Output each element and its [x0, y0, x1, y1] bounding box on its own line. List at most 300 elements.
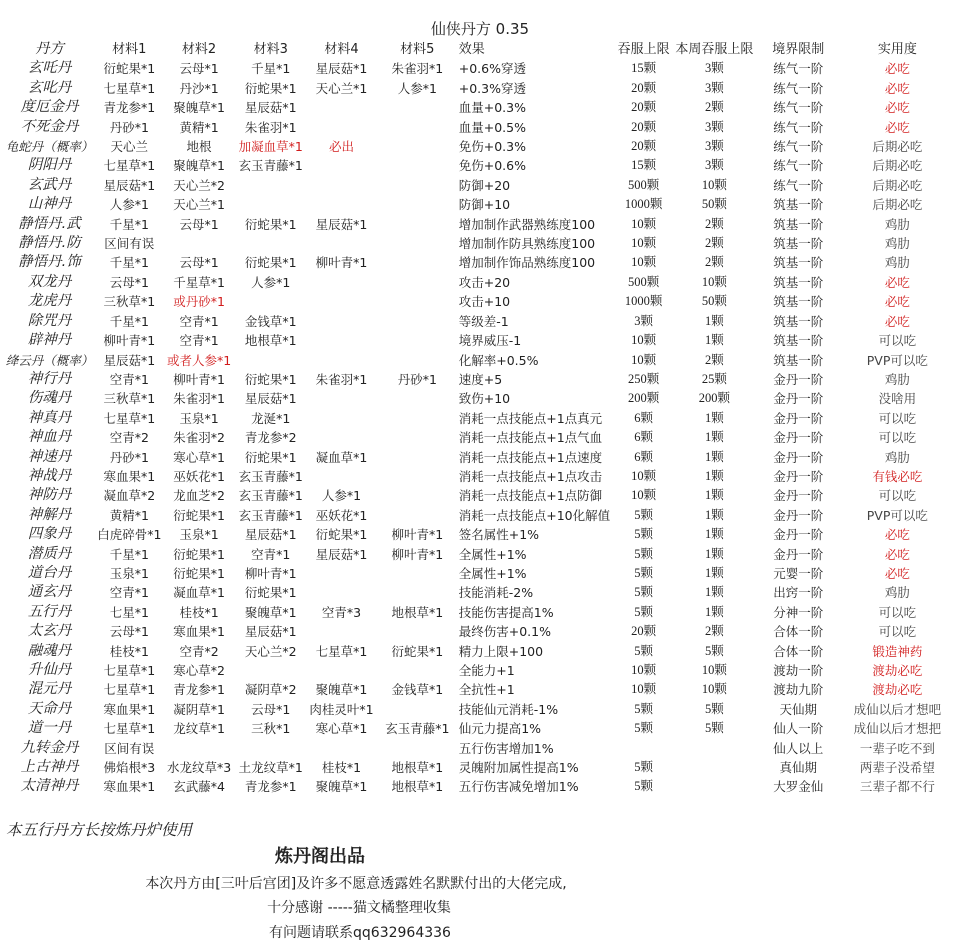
- material-2: 空青*2: [179, 643, 219, 659]
- weekly-dose: 25颗: [701, 371, 727, 386]
- material-4: 肉桂灵叶*1: [309, 701, 374, 717]
- material-2: 青龙参*1: [173, 682, 225, 698]
- usefulness: 成仙以后才想吧: [853, 701, 942, 717]
- material-5: [376, 156, 459, 175]
- weekly-dose: 2颗: [705, 216, 724, 231]
- material-5: 人参*1: [397, 80, 437, 96]
- realm-limit: 金丹一阶: [773, 507, 824, 523]
- weekly-dose: 1颗: [705, 507, 724, 522]
- weekly-dose: 5颗: [705, 643, 724, 658]
- usefulness: 必吃: [884, 313, 910, 329]
- effect: 消耗一点技能点+1点真元: [458, 410, 603, 426]
- effect: 血量+0.3%: [458, 100, 526, 116]
- table-header-row: [4, 40, 956, 59]
- effect: 速度+5: [458, 371, 503, 387]
- material-5: [376, 506, 459, 525]
- material-4: 聚魄草*1: [315, 779, 368, 795]
- realm-limit: 金丹一阶: [773, 430, 824, 446]
- material-4: 空青*3: [321, 604, 362, 620]
- realm-limit: 金丹一阶: [773, 546, 824, 562]
- material-3: 天心兰*2: [244, 643, 297, 659]
- material-5: 地根草*1: [391, 760, 444, 776]
- effect: 增加制作防具熟练度100: [458, 236, 596, 252]
- effect: 技能仙元消耗-1%: [458, 701, 559, 717]
- material-5: 地根草*1: [391, 779, 444, 795]
- weekly-dose: 1颗: [705, 527, 724, 542]
- effect: 境界威压-1: [458, 333, 522, 349]
- header-material-4: 材料4: [324, 42, 359, 57]
- max-dose: 5颗: [634, 527, 654, 542]
- realm-limit: 练气一阶: [773, 61, 824, 77]
- realm-limit: 仙人一阶: [773, 721, 824, 737]
- dan-name: 太清神丹: [20, 778, 79, 795]
- material-2: 寒心草*2: [173, 663, 225, 678]
- max-dose: 10颗: [631, 255, 657, 270]
- material-1: 云母*1: [109, 624, 149, 640]
- dan-name: 静悟丹.防: [18, 235, 81, 252]
- usefulness: 必吃: [884, 565, 910, 581]
- material-1: 千星*1: [109, 313, 149, 329]
- material-3: 云母*1: [251, 701, 291, 717]
- realm-limit: 分神一阶: [773, 604, 824, 620]
- material-2: 天心兰*1: [173, 197, 225, 213]
- table-row: [4, 273, 956, 292]
- table-row: [4, 331, 956, 350]
- material-3: 柳叶青*1: [244, 565, 297, 581]
- material-1: 千星*1: [109, 546, 149, 562]
- table-row: [4, 176, 956, 195]
- weekly-dose: 10颗: [701, 682, 727, 697]
- material-3: 三秋*1: [251, 721, 291, 737]
- realm-limit: 渡劫九阶: [773, 682, 824, 698]
- material-1: 七星草*1: [103, 80, 156, 96]
- max-dose: 5颗: [634, 760, 654, 775]
- table-row: [4, 215, 956, 234]
- material-4: [307, 428, 376, 447]
- weekly-dose: 1颗: [705, 565, 724, 580]
- header-material-5: 材料5: [400, 42, 435, 57]
- usefulness: 必吃: [884, 274, 910, 290]
- material-2: 衍蛇果*1: [173, 565, 225, 581]
- material-2: 天心兰*2: [173, 177, 225, 193]
- dan-name: 玄吒丹: [27, 60, 72, 77]
- material-1: 空青*1: [109, 585, 149, 601]
- header-material-3: 材料3: [253, 42, 288, 57]
- dan-name: 辟神丹: [27, 332, 72, 349]
- realm-limit: 金丹一阶: [773, 449, 824, 465]
- weekly-dose: 2颗: [705, 624, 724, 639]
- material-2: 柳叶青*1: [173, 371, 225, 387]
- table-row: [4, 680, 956, 699]
- material-1: 空青*2: [109, 430, 149, 446]
- material-4: 天心兰*1: [315, 80, 368, 96]
- effect: 血量+0.5%: [458, 119, 526, 135]
- weekly-dose: 1颗: [705, 313, 724, 328]
- max-dose: 5颗: [634, 565, 654, 580]
- material-1: 七星草*1: [103, 410, 156, 426]
- usefulness: 鸡肋: [884, 449, 910, 465]
- material-5: [376, 661, 459, 680]
- dan-name: 不死金丹: [20, 118, 79, 135]
- material-4: 星辰菇*1: [315, 216, 368, 232]
- table-row: [4, 622, 956, 641]
- material-1: 天心兰: [110, 139, 149, 155]
- max-dose: 10颗: [631, 352, 657, 367]
- material-1: 衍蛇果*1: [103, 61, 156, 77]
- dan-name: 道台丹: [27, 564, 72, 581]
- max-dose: 250颗: [628, 371, 660, 386]
- max-dose: 20颗: [631, 139, 657, 154]
- effect: 仙元力提高1%: [458, 721, 542, 737]
- realm-limit: 仙人以上: [773, 740, 824, 756]
- max-dose: 1000颗: [624, 294, 663, 309]
- material-4: [307, 351, 376, 370]
- material-4: 朱雀羽*1: [315, 371, 368, 387]
- material-3: 衍蛇果*1: [244, 255, 297, 271]
- usefulness: 可以吃: [878, 604, 917, 620]
- material-2: 玉泉*1: [179, 527, 219, 543]
- weekly-dose: 1颗: [705, 604, 724, 619]
- material-1: 青龙参*1: [103, 100, 156, 116]
- realm-limit: 出窍一阶: [773, 585, 824, 601]
- material-2: 凝血草*1: [173, 585, 225, 601]
- material-2: 空青*1: [179, 313, 219, 329]
- max-dose: 5颗: [634, 604, 654, 619]
- material-4: 星辰菇*1: [315, 61, 368, 77]
- table-row: [4, 234, 956, 253]
- material-4: [307, 312, 376, 331]
- usefulness: 后期必吃: [872, 177, 923, 193]
- table-row: [4, 603, 956, 622]
- weekly-dose: 10颗: [701, 663, 727, 677]
- material-5: [376, 234, 459, 253]
- material-2: 龙纹草*1: [173, 721, 225, 737]
- effect: +0.6%穿透: [458, 61, 526, 77]
- material-3: 星辰菇*1: [244, 624, 297, 640]
- usefulness: 鸡肋: [884, 216, 910, 232]
- table-row: [4, 719, 956, 738]
- effect: 防御+10: [458, 197, 511, 213]
- material-3: [234, 234, 307, 253]
- material-3: 加凝血草*1: [238, 139, 303, 155]
- usefulness: 两辈子没希望: [859, 760, 935, 776]
- material-1: 丹砂*1: [109, 119, 149, 135]
- weekly-dose: 1颗: [705, 333, 724, 348]
- effect: 免伤+0.3%: [458, 139, 526, 155]
- material-1: 佛焰根*3: [103, 760, 156, 776]
- header-max-dose: 吞服上限: [617, 42, 670, 57]
- material-4: [307, 195, 376, 214]
- usefulness: 必吃: [884, 294, 910, 310]
- dan-name: 玄武丹: [27, 176, 72, 193]
- effect: 消耗一点技能点+10化解值: [458, 507, 611, 523]
- max-dose: 10颗: [631, 468, 657, 483]
- table-row: [4, 642, 956, 661]
- material-1: 桂枝*1: [109, 643, 149, 659]
- material-4: [307, 583, 376, 602]
- max-dose: 20颗: [631, 100, 657, 115]
- material-2: 地根: [186, 139, 212, 155]
- usefulness: 一辈子吃不到: [859, 740, 935, 756]
- usefulness: 可以吃: [878, 624, 917, 640]
- realm-limit: 渡劫一阶: [773, 663, 824, 678]
- material-2: 丹沙*1: [179, 80, 219, 96]
- dan-name: 静悟丹.武: [18, 215, 81, 232]
- usefulness: 后期必吃: [872, 139, 923, 155]
- effect: 技能消耗-2%: [458, 585, 534, 601]
- weekly-dose: 10颗: [701, 274, 727, 289]
- max-dose: 20颗: [631, 119, 657, 134]
- material-5: [376, 351, 459, 370]
- material-3: 土龙纹草*1: [238, 760, 303, 776]
- material-4: [307, 292, 376, 311]
- max-dose: 10颗: [631, 216, 657, 231]
- material-5: 柳叶青*1: [391, 546, 444, 562]
- weekly-dose: 2颗: [705, 352, 724, 367]
- dan-name: 融魂丹: [27, 642, 72, 659]
- material-2: 水龙纹草*3: [166, 760, 232, 776]
- weekly-dose: 3颗: [705, 158, 724, 173]
- effect: 攻击+10: [458, 294, 511, 310]
- material-1: 人参*1: [109, 197, 149, 213]
- realm-limit: 筑基一阶: [773, 216, 824, 232]
- material-3: 衍蛇果*1: [244, 585, 297, 601]
- material-3: 凝阴草*2: [244, 682, 297, 698]
- material-5: [376, 622, 459, 641]
- realm-limit: 练气一阶: [773, 139, 824, 155]
- table-row: [4, 98, 956, 117]
- material-1: 空青*1: [109, 371, 149, 387]
- realm-limit: 金丹一阶: [773, 371, 824, 387]
- realm-limit: 练气一阶: [773, 100, 824, 116]
- table-row: [4, 739, 956, 758]
- material-5: 金钱草*1: [391, 682, 444, 698]
- dan-name: 静悟丹.饰: [18, 254, 81, 271]
- effect: 灵魄附加属性提高1%: [458, 760, 579, 776]
- material-5: [376, 739, 459, 758]
- max-dose: 6颗: [634, 449, 654, 464]
- material-1: 柳叶青*1: [103, 333, 156, 349]
- weekly-dose: 1颗: [705, 410, 724, 425]
- effect: 消耗一点技能点+1点气血: [458, 430, 603, 446]
- material-2: 聚魄草*1: [173, 158, 225, 174]
- table-row: [4, 486, 956, 505]
- usefulness: 可以吃: [878, 488, 917, 504]
- effect: 精力上限+100: [458, 643, 544, 659]
- realm-limit: 金丹一阶: [773, 488, 824, 504]
- material-4: [307, 118, 376, 137]
- material-4: 聚魄草*1: [315, 682, 368, 698]
- effect: 防御+20: [458, 177, 511, 193]
- material-5: [376, 195, 459, 214]
- material-4: 必出: [329, 139, 355, 155]
- dan-name: 潜质丹: [27, 545, 72, 562]
- usefulness: 三辈子都不行: [859, 779, 935, 795]
- material-3: 青龙参*1: [244, 779, 297, 795]
- weekly-dose: 1颗: [705, 585, 724, 600]
- material-1: 七星*1: [109, 604, 149, 620]
- table-row: [4, 137, 956, 156]
- realm-limit: 金丹一阶: [773, 391, 824, 407]
- effect: 最终伤害+0.1%: [458, 624, 551, 640]
- material-3: 人参*1: [251, 274, 291, 290]
- material-4: [307, 176, 376, 195]
- max-dose: 10颗: [631, 682, 657, 697]
- material-2: 云母*1: [179, 255, 219, 271]
- material-4: 寒心草*1: [315, 721, 368, 737]
- realm-limit: 练气一阶: [773, 80, 824, 96]
- table-row: [4, 351, 956, 370]
- weekly-dose: 1颗: [705, 468, 724, 483]
- material-2: 玉泉*1: [179, 410, 219, 426]
- header-material-1: 材料1: [112, 42, 147, 57]
- material-4: [307, 273, 376, 292]
- material-2: 巫妖花*1: [173, 468, 225, 484]
- max-dose: [616, 739, 671, 758]
- max-dose: 3颗: [634, 313, 654, 328]
- max-dose: 10颗: [631, 663, 657, 677]
- dan-name: 五行丹: [27, 603, 72, 620]
- table-row: [4, 525, 956, 544]
- material-3: 朱雀羽*1: [244, 119, 297, 135]
- header-effect: 效果: [458, 42, 485, 57]
- dan-name: 龙虎丹: [27, 293, 72, 310]
- material-3: 玄玉青藤*1: [238, 507, 303, 523]
- table-row: [4, 448, 956, 467]
- table-row: [4, 312, 956, 331]
- usefulness: 必吃: [884, 80, 910, 96]
- realm-limit: 练气一阶: [773, 119, 824, 135]
- realm-limit: 真仙期: [779, 760, 818, 776]
- material-5: [376, 564, 459, 583]
- material-5: [376, 176, 459, 195]
- usefulness: 成仙以后才想把: [853, 721, 942, 737]
- material-1: 玉泉*1: [109, 565, 149, 581]
- effect: 致伤+10: [458, 391, 511, 407]
- realm-limit: 大罗金仙: [773, 779, 824, 795]
- max-dose: 20颗: [631, 80, 657, 95]
- dan-name: 阴阳丹: [27, 157, 72, 174]
- dan-name: 神行丹: [27, 370, 72, 387]
- effect: 等级差-1: [458, 313, 509, 329]
- material-1: 七星草*1: [103, 663, 156, 678]
- weekly-dose: 1颗: [705, 449, 724, 464]
- material-4: 星辰菇*1: [315, 546, 368, 562]
- page-title: 仙侠丹方 0.35: [430, 20, 530, 38]
- realm-limit: 金丹一阶: [773, 468, 824, 484]
- table-row: [4, 389, 956, 408]
- material-3: 千星*1: [251, 61, 291, 77]
- dan-name: 伤魂丹: [27, 390, 72, 407]
- effect: 消耗一点技能点+1点攻击: [458, 468, 603, 484]
- material-3: 空青*1: [251, 546, 291, 562]
- material-1: 七星草*1: [103, 158, 156, 174]
- material-3: 衍蛇果*1: [244, 80, 297, 96]
- usefulness: 锻造神药: [872, 643, 923, 659]
- effect: 技能伤害提高1%: [458, 604, 554, 620]
- table-row: [4, 564, 956, 583]
- usefulness: 后期必吃: [872, 158, 923, 174]
- table-row: [4, 409, 956, 428]
- material-3: 衍蛇果*1: [244, 371, 297, 387]
- realm-limit: 合体一阶: [773, 624, 824, 640]
- material-3: 衍蛇果*1: [244, 216, 297, 232]
- weekly-dose: 50颗: [701, 294, 727, 309]
- usefulness: 必吃: [884, 546, 910, 562]
- material-4: [307, 409, 376, 428]
- effect: 五行伤害减免增加1%: [458, 779, 579, 795]
- material-5: 衍蛇果*1: [391, 643, 444, 659]
- material-1: 三秋草*1: [103, 294, 156, 310]
- table-row: [4, 700, 956, 719]
- dan-name: 九转金丹: [20, 739, 79, 756]
- material-2: 凝阴草*1: [173, 701, 225, 717]
- material-2: 龙血芝*2: [173, 488, 225, 504]
- material-4: 七星草*1: [315, 643, 368, 659]
- max-dose: 500颗: [628, 177, 660, 192]
- material-4: [307, 331, 376, 350]
- usefulness: 必吃: [884, 527, 910, 543]
- material-3: 龙涎*1: [251, 410, 291, 426]
- material-3: 星辰菇*1: [244, 527, 297, 543]
- material-1: 云母*1: [109, 274, 149, 290]
- usefulness: PVP可以吃: [866, 352, 928, 368]
- weekly-dose: 2颗: [705, 255, 724, 270]
- weekly-dose: [671, 739, 758, 758]
- material-5: [376, 331, 459, 350]
- material-2: 寒心草*1: [173, 449, 225, 465]
- material-1: 三秋草*1: [103, 391, 156, 407]
- table-row: [4, 253, 956, 272]
- material-1: 千星*1: [109, 255, 149, 271]
- max-dose: 10颗: [631, 488, 657, 503]
- header-material-2: 材料2: [181, 42, 217, 57]
- dan-name: 玄叱丹: [27, 79, 72, 96]
- max-dose: 15颗: [631, 61, 657, 76]
- usefulness: PVP可以吃: [866, 507, 928, 523]
- effect: 消耗一点技能点+1点速度: [458, 449, 603, 465]
- dan-name: 混元丹: [27, 681, 72, 698]
- weekly-dose: [671, 777, 758, 796]
- material-2: 朱雀羽*2: [173, 430, 225, 446]
- header-dan: 丹方: [34, 41, 64, 57]
- material-4: 凝血草*1: [315, 449, 368, 465]
- usefulness: 可以吃: [878, 410, 917, 426]
- material-3: [234, 292, 307, 311]
- effect: 消耗一点技能点+1点防御: [458, 488, 603, 504]
- material-1: 星辰菇*1: [103, 352, 156, 368]
- material-4: [307, 661, 376, 680]
- dan-name: 神血丹: [27, 429, 72, 446]
- max-dose: 5颗: [634, 546, 654, 561]
- material-3: [234, 661, 307, 680]
- max-dose: 5颗: [634, 643, 654, 658]
- material-3: [234, 195, 307, 214]
- publisher-heading: 炼丹阁出品: [275, 846, 365, 867]
- table-row: [4, 195, 956, 214]
- material-3: 星辰菇*1: [244, 391, 297, 407]
- effect: 增加制作武器熟练度100: [458, 216, 596, 232]
- material-3: [234, 351, 307, 370]
- material-1: 七星草*1: [103, 682, 156, 698]
- dan-name: 道一丹: [27, 720, 72, 737]
- table-row: [4, 428, 956, 447]
- material-5: [376, 312, 459, 331]
- table-row: [4, 118, 956, 137]
- effect: 全属性+1%: [458, 565, 527, 581]
- material-1: 区间有误: [104, 740, 155, 756]
- material-5: [376, 409, 459, 428]
